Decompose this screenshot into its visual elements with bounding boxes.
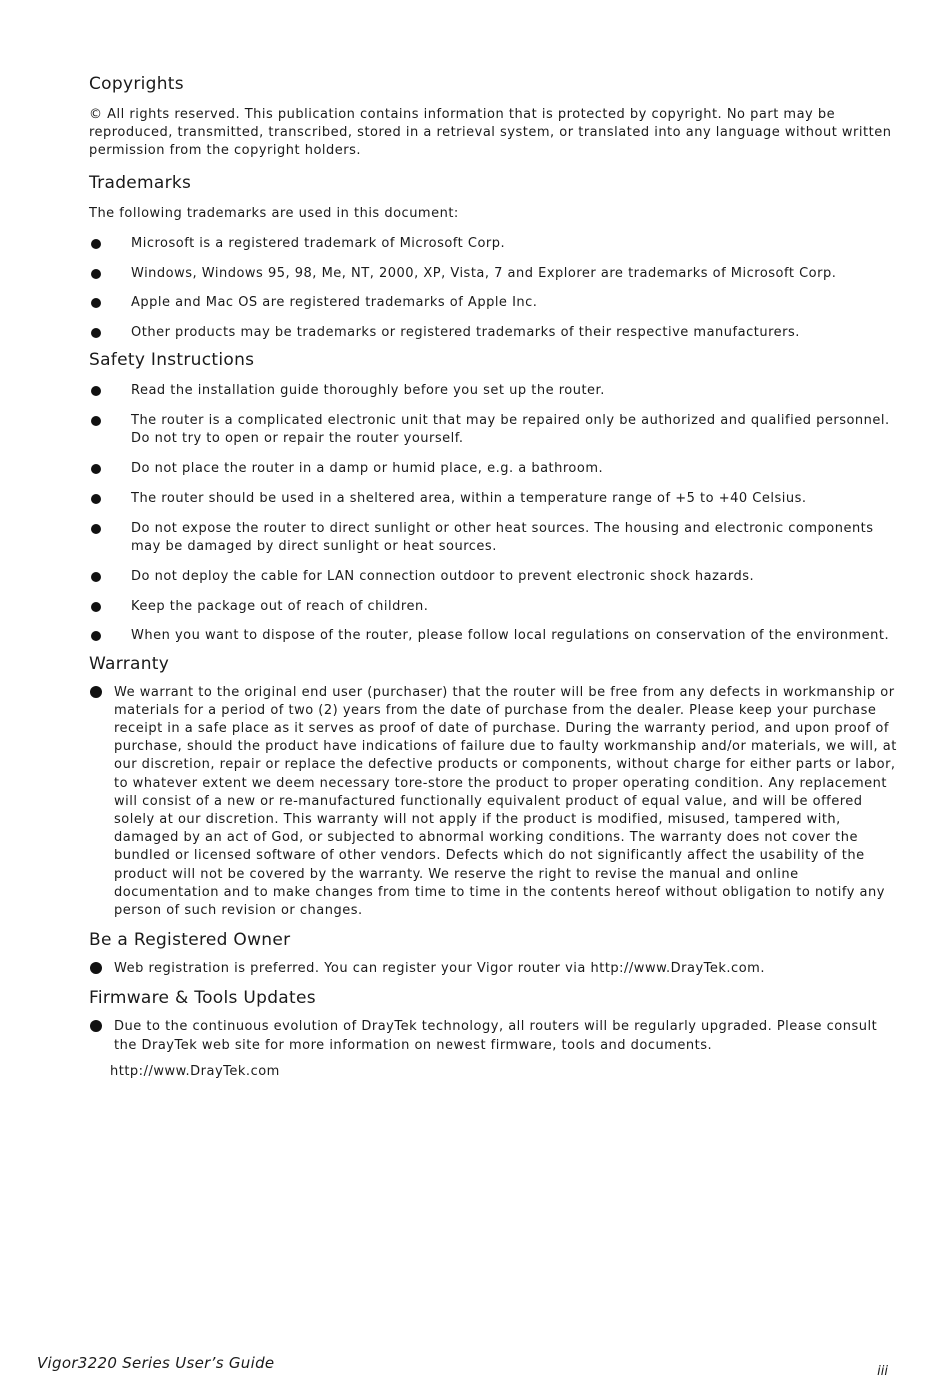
updates-section: [89, 986, 901, 1081]
bullet-icon: [91, 494, 101, 504]
bullet-icon: [91, 572, 101, 582]
list-item: [89, 265, 901, 283]
updates-list: [89, 1018, 901, 1054]
bullet-icon: [90, 1020, 102, 1032]
list-item: [89, 684, 901, 921]
warranty-heading: Warranty: [89, 653, 170, 674]
list-item-text: Do not deploy the cable for LAN connection outdoor to prevent electronic shock hazards.: [131, 568, 755, 584]
warranty-section: [89, 652, 901, 921]
footer-page-number: iii: [877, 1364, 888, 1379]
list-item-text: When you want to dispose of the router, please follow local regulations on conservation of the environment.: [131, 628, 890, 644]
list-item-text: Other products may be trademarks or registered trademarks of their respective manufacturers.: [131, 325, 800, 341]
bullet-icon: [91, 298, 101, 308]
list-item-text: Keep the package out of reach of children.: [131, 598, 429, 614]
list-item: [89, 412, 901, 448]
list-item-text: Do not expose the router to direct sunlight or other heat sources. The housing and electronic components may be damaged by direct sunlight or heat sources.: [131, 520, 874, 554]
list-item-text: Read the installation guide thoroughly before you set up the router.: [131, 383, 605, 399]
bullet-icon: [91, 416, 101, 426]
bullet-icon: [91, 386, 101, 396]
list-item-text: The router should be used in a sheltered area, within a temperature range of +5 to +40 Celsius.: [131, 491, 807, 506]
bullet-icon: [91, 524, 101, 534]
copyrights-heading: Copyrights: [89, 74, 184, 94]
list-item: [89, 627, 901, 645]
bullet-icon: [91, 631, 101, 641]
bullet-icon: [91, 239, 101, 249]
updates-heading: Firmware & Tools Updates: [89, 988, 316, 1009]
list-item: [89, 460, 901, 478]
registered-heading: Be a Registered Owner: [89, 930, 291, 951]
list-item-text: Microsoft is a registered trademark of Microsoft Corp.: [131, 235, 506, 251]
list-item: [89, 294, 901, 312]
list-item: [89, 382, 901, 400]
bullet-icon: [91, 328, 101, 338]
trademarks-heading: Trademarks: [89, 172, 192, 193]
list-item: [89, 568, 901, 586]
safety-section: [89, 348, 901, 645]
list-item: [89, 520, 901, 556]
warranty-text: We warrant to the original end user (purchaser) that the router will be free from any defects in workmanship or materials for a period of two (2) years from the date of purchase from the dealer. Please keep your purchase receipt in a safe place as it serves as proof of date of purchase. During the warranty period, and upon proof of purchase, should the product have indications of failure due to faulty workmanship and/or materials, we will, at our discretion, repair or replace the defective products or components, without charge for either parts or labor, to whatever extent we deem necessary tore-store the product to proper operating condition. Any replacement will consist of a new or re-manufactured functionally equivalent product of equal value, and will be offered solely at our discretion. This warranty will not apply if the product is modified, misused, tampered with, damaged by an act of God, or subjected to abnormal working conditions. The warranty does not cover the bundled or licensed software of other vendors. Defects which do not significantly affect the usability of the product will not be covered by the warranty. We reserve the right to revise the manual and online documentation and to make changes from time to time in the contents hereof without obligation to notify any person of such revision or changes.: [114, 684, 897, 919]
copyrights-section: [89, 72, 901, 161]
list-item: [89, 960, 901, 978]
list-item-text: Apple and Mac OS are registered trademarks of Apple Inc.: [131, 295, 538, 311]
list-item: [89, 490, 901, 508]
safety-heading: Safety Instructions: [89, 350, 255, 371]
bullet-icon: [90, 962, 102, 974]
bullet-icon: [90, 686, 102, 698]
list-item-text: Do not place the router in a damp or humid place, e.g. a bathroom.: [131, 461, 604, 477]
list-item: [89, 1018, 901, 1054]
list-item-text: Windows, Windows 95, 98, Me, NT, 2000, XP, Vista, 7 and Explorer are trademarks of Microsoft Corp.: [131, 265, 837, 281]
trademarks-intro: The following trademarks are used in this document:: [89, 205, 459, 221]
bullet-icon: [91, 269, 101, 279]
list-item: [89, 324, 901, 342]
registered-text: Web registration is preferred. You can register your Vigor router via http://www.DrayTek.com.: [114, 961, 765, 977]
updates-text: Due to the continuous evolution of DrayTek technology, all routers will be regularly upgraded. Please consult the DrayTek web site for more information on newest firmware, tools and documents.: [114, 1019, 878, 1053]
bullet-icon: [91, 464, 101, 474]
bullet-icon: [91, 602, 101, 612]
draytek-url[interactable]: http://www.DrayTek.com: [110, 1063, 280, 1079]
registered-section: [89, 928, 901, 978]
list-item: [89, 598, 901, 616]
list-item-text: The router is a complicated electronic unit that may be repaired only be authorized and qualified personnel. Do not try to open or repair the router yourself.: [131, 413, 890, 447]
page-content: [89, 72, 901, 1081]
list-item: [89, 235, 901, 253]
trademarks-list: [89, 235, 901, 343]
safety-list: [89, 382, 901, 645]
warranty-list: [89, 684, 901, 921]
footer-guide-title: Vigor3220 Series User’s Guide: [37, 1354, 275, 1372]
trademarks-section: [89, 171, 901, 343]
registered-list: [89, 960, 901, 978]
copyrights-text: © All rights reserved. This publication contains information that is protected by copyright. No part may be reproduced, transmitted, transcribed, stored in a retrieval system, or translated into any language without written permission from the copyright holders.: [89, 107, 892, 159]
